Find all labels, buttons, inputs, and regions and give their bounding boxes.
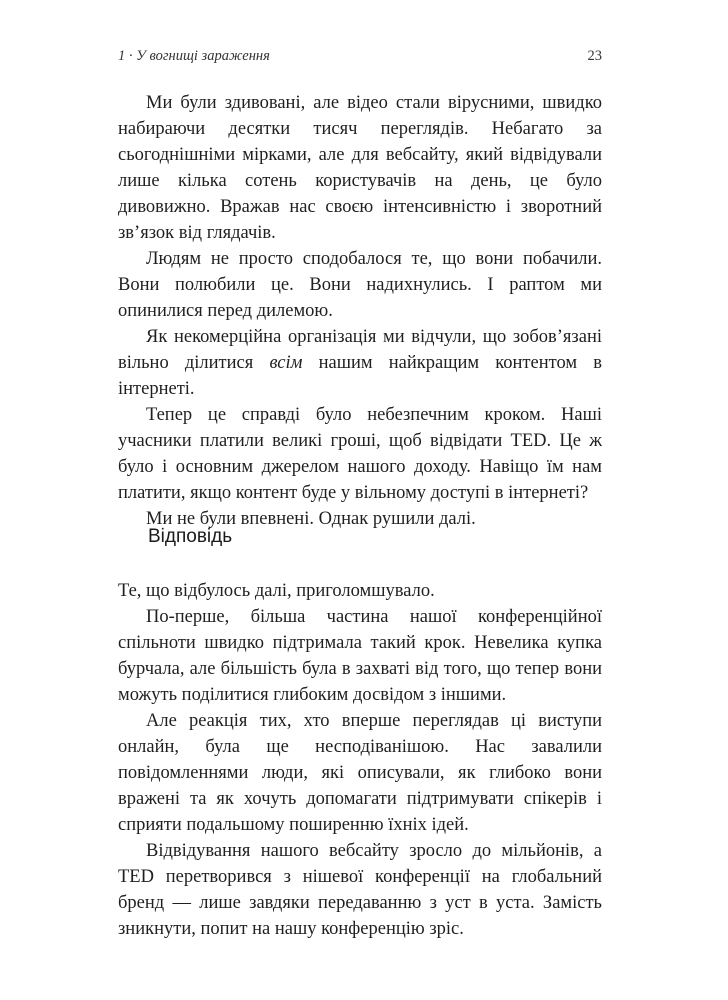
running-header bbox=[118, 48, 602, 68]
paragraph: По-перше, більша частина нашої конференційної спільноти швидко підтримала такий крок. Невелика купка бурчала, але більшість була в захваті від того, що тепер вони можуть поділитися глибоким досвідом з іншими. bbox=[118, 607, 602, 705]
paragraph-text: Як некомерційна організація ми відчули, що зобов’язані вільно ділитися bbox=[118, 327, 602, 373]
paragraph bbox=[118, 324, 602, 402]
paragraph: Те, що відбулось далі, приголомшувало. bbox=[118, 581, 435, 601]
paragraph: Ми були здивовані, але відео стали вірусними, швидко набираючи десятки тисяч переглядів. Небагато за сьогоднішніми мірками, але для вебсайту, який відвідували лише кілька сотень користувачів на день, це було дивовижно. Вражав нас своєю інтенсивністю і зворотний зв’язок від глядачів. bbox=[118, 93, 602, 243]
emphasis-text: всім bbox=[269, 353, 303, 373]
paragraph: Тепер це справді було небезпечним кроком. Наші учасники платили великі гроші, щоб відвідати TED. Це ж було і основним джерелом нашого доходу. Навіщо їм нам платити, якщо контент буде у вільному доступі в інтернеті? bbox=[118, 405, 602, 503]
paragraph-text: нашим найкращим контентом в інтернеті. bbox=[118, 353, 602, 399]
paragraph: Ми не були впевнені. Однак рушили далі. bbox=[146, 509, 476, 529]
text-section-one bbox=[118, 90, 602, 532]
page-number: 23 bbox=[587, 48, 602, 64]
paragraph: Людям не просто сподобалося те, що вони побачили. Вони полюбили це. Вони надихнулись. І раптом ми опинилися перед дилемою. bbox=[118, 249, 602, 321]
paragraph: Відвідування нашого вебсайту зросло до мільйонів, а TED перетворився з нішевої конференції на глобальний бренд — лише завдяки передаванню з уст в уста. Замість зникнути, попит на нашу конференцію зріс. bbox=[118, 841, 602, 939]
text-section-two bbox=[118, 578, 602, 942]
section-heading: Відповідь bbox=[148, 526, 233, 547]
paragraph: Але реакція тих, хто вперше переглядав ці виступи онлайн, була ще несподіванішою. Нас завалили повідомленнями люди, які описували, як глибоко вони вражені та як хочуть допомагати підтримувати спікерів і сприяти подальшому поширенню їхніх ідей. bbox=[118, 711, 602, 835]
chapter-title: 1 · У вогнищі зараження bbox=[118, 48, 270, 64]
